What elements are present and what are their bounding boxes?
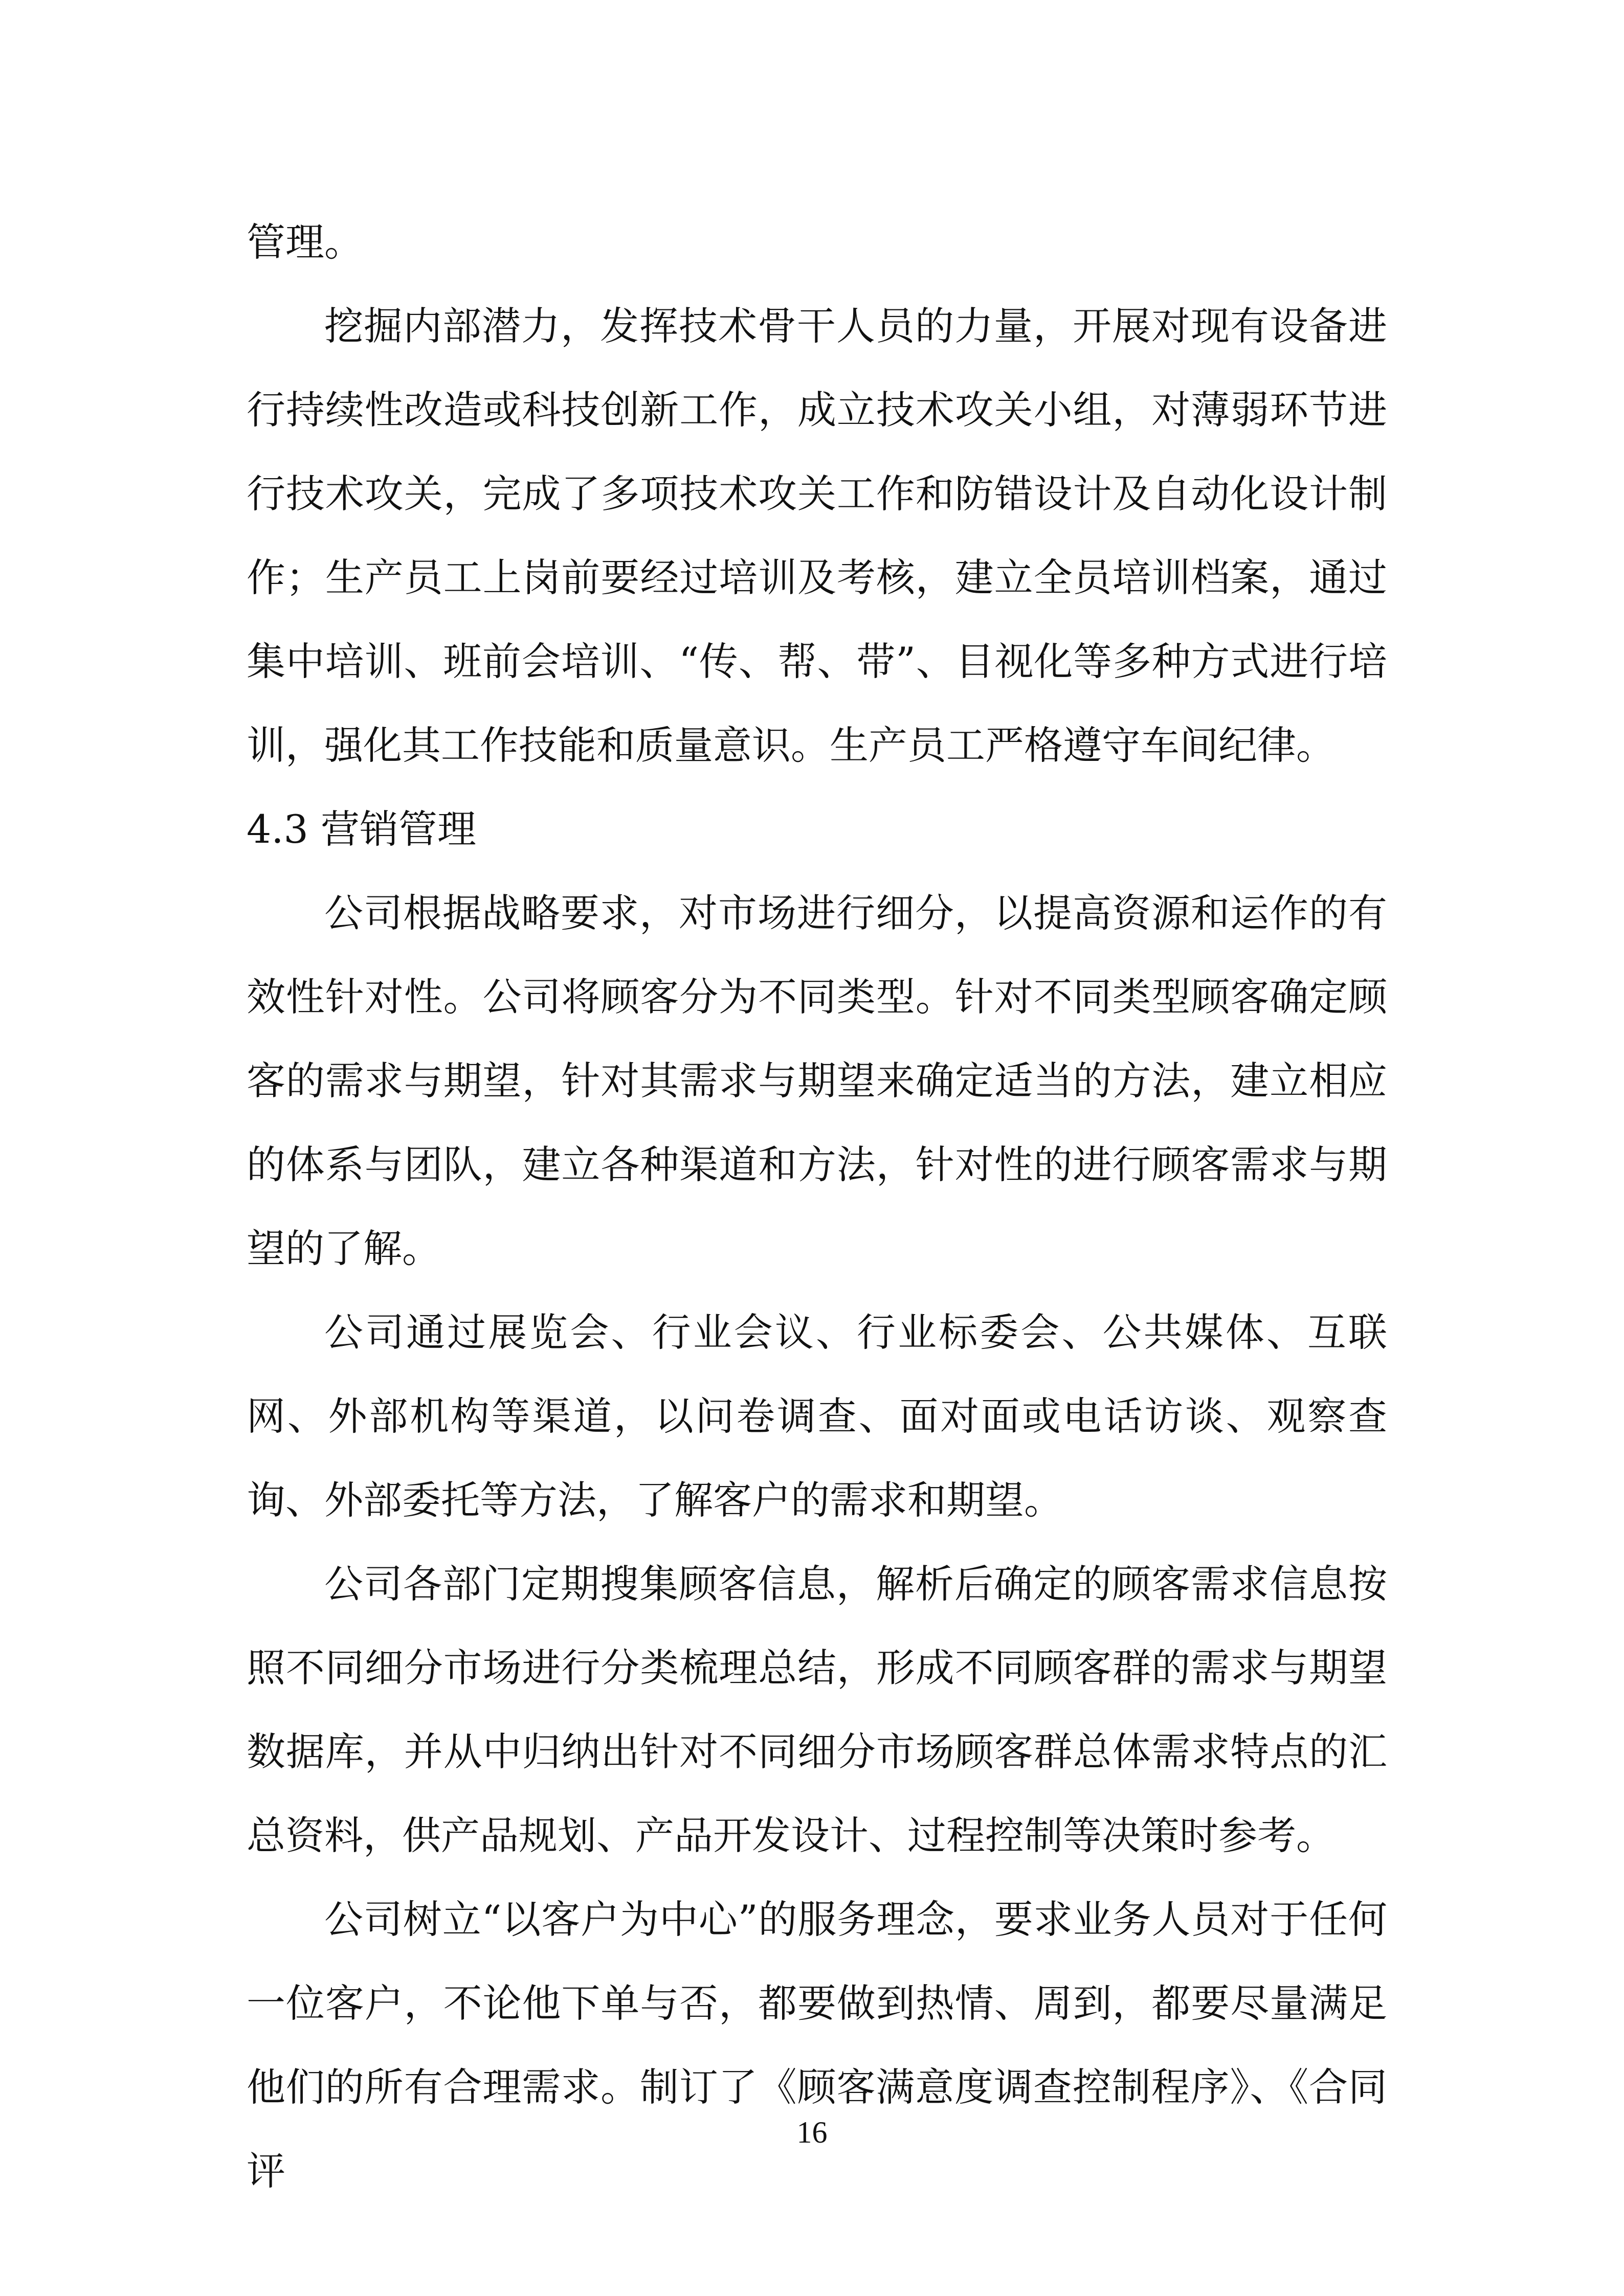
paragraph-continuation: 管理。 [247,219,363,265]
paragraph-technical-innovation: 挖掘内部潜力，发挥技术骨干人员的力量，开展对现有设备进行持续性改造或科技创新工作，成立技术攻关小组，对薄弱环节进行技术攻关，完成了多项技术攻关工作和防错设计及自动化设计制作；生产员工上岗前要经过培训及考核，建立全员培训档案，通过集中培训、班前会培训、“传、帮、带”、目视化等多种方式进行培训，强化其工作技能和质量意识。生产员工严格遵守车间纪律。 [247,303,1387,768]
paragraph-market-segmentation: 公司根据战略要求，对市场进行细分，以提高资源和运作的有效性针对性。公司将顾客分为不同类型。针对不同类型顾客确定顾客的需求与期望，针对其需求与期望来确定适当的方法，建立相应的体系与团队，建立各种渠道和方法，针对性的进行顾客需求与期望的了解。 [247,890,1387,1271]
paragraph-customer-info: 公司各部门定期搜集顾客信息，解析后确定的顾客需求信息按照不同细分市场进行分类梳理总结，形成不同顾客群的需求与期望数据库，并从中归纳出针对不同细分市场顾客群总体需求特点的汇总资料，供产品规划、产品开发设计、过程控制等决策时参考。 [247,1561,1387,1858]
body-text [247,200,1387,2213]
paragraph-channels: 公司通过展览会、行业会议、行业标委会、公共媒体、互联网、外部机构等渠道，以问卷调查、面对面或电话访谈、观察查询、外部委托等方法，了解客户的需求和期望。 [247,1310,1387,1523]
section-heading-marketing: 4.3 营销管理 [247,806,477,852]
paragraph-service-concept: 公司树立“以客户为中心”的服务理念，要求业务人员对于任何一位客户，不论他下单与否，都要做到热情、周到，都要尽量满足他们的所有合理需求。制订了《顾客满意度调查控制程序》、《合同评 [247,1897,1387,2194]
page-number: 16 [796,2115,828,2149]
